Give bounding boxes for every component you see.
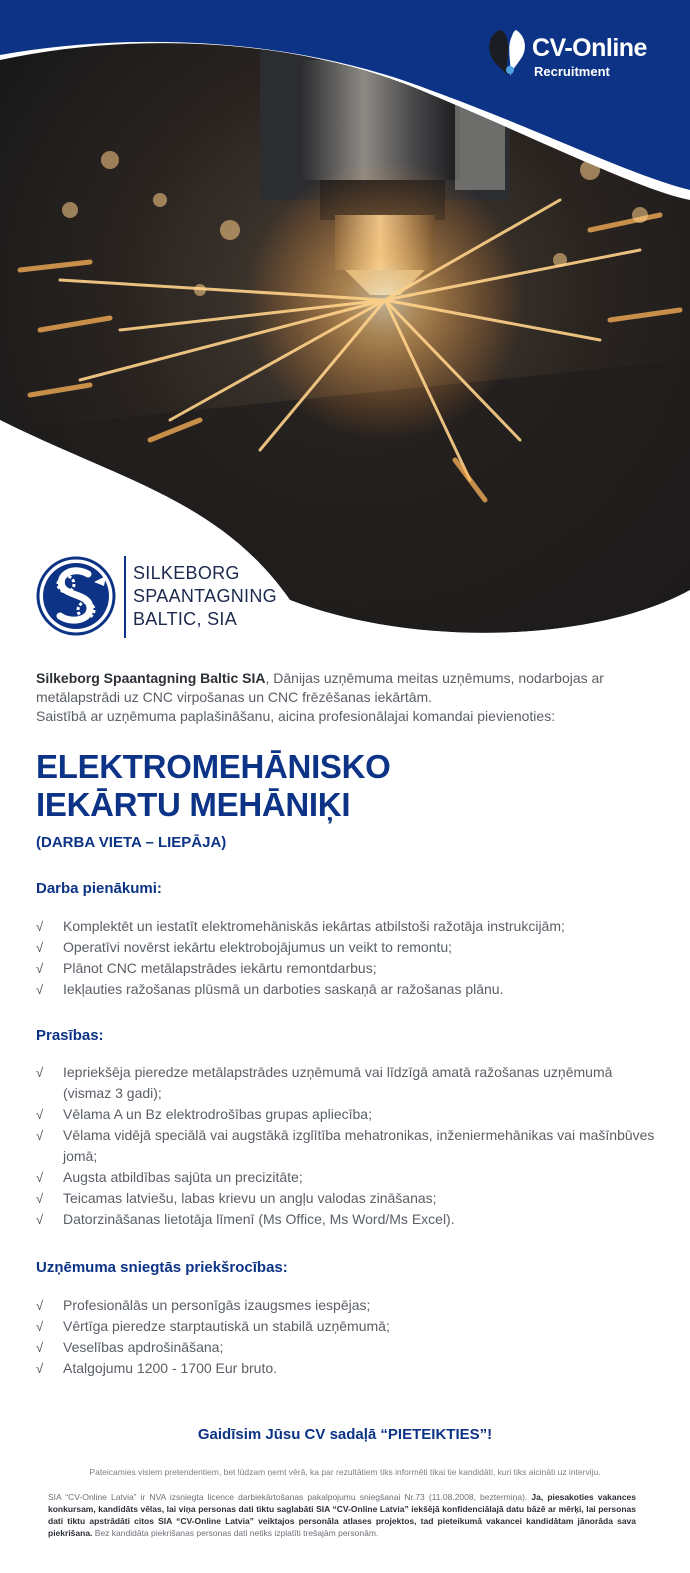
- checkmark-icon: √: [36, 940, 44, 955]
- footer-legal-normal: SIA “CV-Online Latvia” ir NVA izsniegta licence darbiekārtošanas pakalpojumu sniegšanai Nr.73 (11.08.2008, beztermiņa).: [48, 1492, 532, 1502]
- list-item: [36, 1316, 660, 1337]
- job-title-line1: ELEKTROMEHĀNISKO: [36, 748, 391, 785]
- checkmark-icon: √: [36, 1128, 44, 1143]
- checkmark-icon: √: [36, 1319, 44, 1334]
- requirements-list: [36, 1062, 660, 1230]
- list-item: [36, 1125, 660, 1167]
- list-item-text: Vērtīga pieredze starptautiskā un stabilā uzņēmumā;: [63, 1318, 390, 1334]
- checkmark-icon: √: [36, 961, 44, 976]
- footer-note: Pateicamies visiem pretendentiem, bet lūdzam ņemt vērā, ka par rezultātiem tiks informēti tikai tie kandidāti, kuri tiks aicināti uz interviju.: [89, 1467, 601, 1477]
- list-item: [36, 958, 660, 979]
- list-item: [36, 1062, 660, 1104]
- checkmark-icon: √: [36, 1170, 44, 1185]
- cv-online-logo: [486, 24, 666, 80]
- cv-online-name: CV-Online: [532, 34, 647, 62]
- company-name-line: SPAANTAGNING: [133, 586, 277, 606]
- hero-banner: [0, 0, 690, 650]
- list-item-text: Datorzināšanas lietotāja līmenī (Ms Office, Ms Word/Ms Excel).: [63, 1211, 455, 1227]
- company-logo: [36, 556, 326, 640]
- checkmark-icon: √: [36, 1361, 44, 1376]
- footer-legal-bold: Ja, piesakoties vakances konkursam, kandidāts vēlas, lai viņa personas dati tiktu saglabāti SIA “CV-Online Latvia” iekšējā konfidenciālajā datu bāzē ar mērķi, lai personas dati tiktu apstrādāti citos SIA “CV-Online Latvia” veiktajos personāla atlases projektos, tad pieteikumā vakancei kandidātam jānorāda sava piekrišana.: [48, 1492, 637, 1538]
- checkmark-icon: √: [36, 1107, 44, 1122]
- list-item: [36, 1358, 660, 1379]
- list-item-text: Atalgojumu 1200 - 1700 Eur bruto.: [63, 1360, 278, 1376]
- list-item-text: Plānot CNC metālapstrādes iekārtu remontdarbus;: [63, 960, 377, 976]
- checkmark-icon: √: [36, 982, 44, 997]
- duties-heading: Darba pienākumi:: [36, 880, 162, 897]
- list-item: [36, 1209, 660, 1230]
- benefits-heading: Uzņēmuma sniegtās priekšrocības:: [36, 1259, 288, 1276]
- list-item: [36, 937, 660, 958]
- company-name: [133, 562, 277, 631]
- benefits-list: [36, 1295, 660, 1379]
- list-item: [36, 1295, 660, 1316]
- cv-online-sub: Recruitment: [534, 64, 610, 79]
- checkmark-icon: √: [36, 919, 44, 934]
- list-item: [36, 916, 660, 937]
- intro-line3: Saistībā ar uzņēmuma paplašināšanu, aicina profesionālajai komandai pievienoties:: [36, 708, 556, 724]
- list-item: [36, 1104, 660, 1125]
- list-item: [36, 1337, 660, 1358]
- company-name-line: BALTIC, SIA: [133, 609, 237, 629]
- footer-legal: [48, 1491, 636, 1539]
- job-location: (DARBA VIETA – LIEPĀJA): [36, 834, 227, 851]
- intro-text: [36, 669, 656, 726]
- company-logo-divider: [124, 556, 126, 638]
- checkmark-icon: √: [36, 1212, 44, 1227]
- list-item: [36, 979, 660, 1000]
- footer-legal-tail: Bez kandidāta piekrišanas personas dati netiks izplatīti trešajām personām.: [92, 1528, 379, 1538]
- hero-image: [0, 0, 690, 650]
- intro-line1: , Dānijas uzņēmuma meitas uzņēmums, nodarbojas ar: [265, 670, 604, 686]
- list-item-text: Komplektēt un iestatīt elektromehāniskās iekārtas atbilstoši ražotāja instrukcijām;: [63, 918, 565, 934]
- list-item-text: Veselības apdrošināšana;: [63, 1339, 224, 1355]
- list-item: [36, 1167, 660, 1188]
- list-item-text: Teicamas latviešu, labas krievu un angļu valodas zināšanas;: [63, 1190, 437, 1206]
- list-item-text: Vēlama vidējā speciālā vai augstākā izglītība mehatronikas, inženiermehānikas vai mašīnbūves jomā;: [63, 1127, 655, 1164]
- checkmark-icon: √: [36, 1340, 44, 1355]
- duties-list: [36, 916, 660, 1000]
- job-title: [36, 748, 391, 824]
- list-item-text: Operatīvi novērst iekārtu elektrobojājumus un veikt to remontu;: [63, 939, 453, 955]
- list-item-text: Vēlama A un Bz elektrodrošības grupas apliecība;: [63, 1106, 372, 1122]
- call-to-action: Gaidīsim Jūsu CV sadaļā “PIETEIKTIES”!: [197, 1426, 493, 1443]
- list-item-text: Augsta atbildības sajūta un precizitāte;: [63, 1169, 303, 1185]
- job-title-line2: IEKĀRTU MEHĀNIĶI: [36, 786, 351, 823]
- gear-with-s-emblem-icon: [36, 556, 116, 636]
- company-name-line: SILKEBORG: [133, 563, 240, 583]
- checkmark-icon: √: [36, 1065, 44, 1080]
- list-item-text: Iekļauties ražošanas plūsmā un darboties saskaņā ar ražošanas plānu.: [63, 981, 504, 997]
- checkmark-icon: √: [36, 1298, 44, 1313]
- list-item: [36, 1188, 660, 1209]
- cv-online-drop-icon: [486, 26, 530, 78]
- list-item-text: Profesionālās un personīgās izaugsmes iespējas;: [63, 1297, 371, 1313]
- intro-company-name: Silkeborg Spaantagning Baltic SIA: [36, 670, 266, 686]
- intro-line2: metālapstrādi uz CNC virpošanas un CNC frēzēšanas iekārtām.: [36, 689, 433, 705]
- list-item-text: Iepriekšēja pieredze metālapstrādes uzņēmumā vai līdzīgā amatā ražošanas uzņēmumā (vismaz 3 gadi);: [63, 1064, 613, 1101]
- requirements-heading: Prasības:: [36, 1027, 104, 1044]
- checkmark-icon: √: [36, 1191, 44, 1206]
